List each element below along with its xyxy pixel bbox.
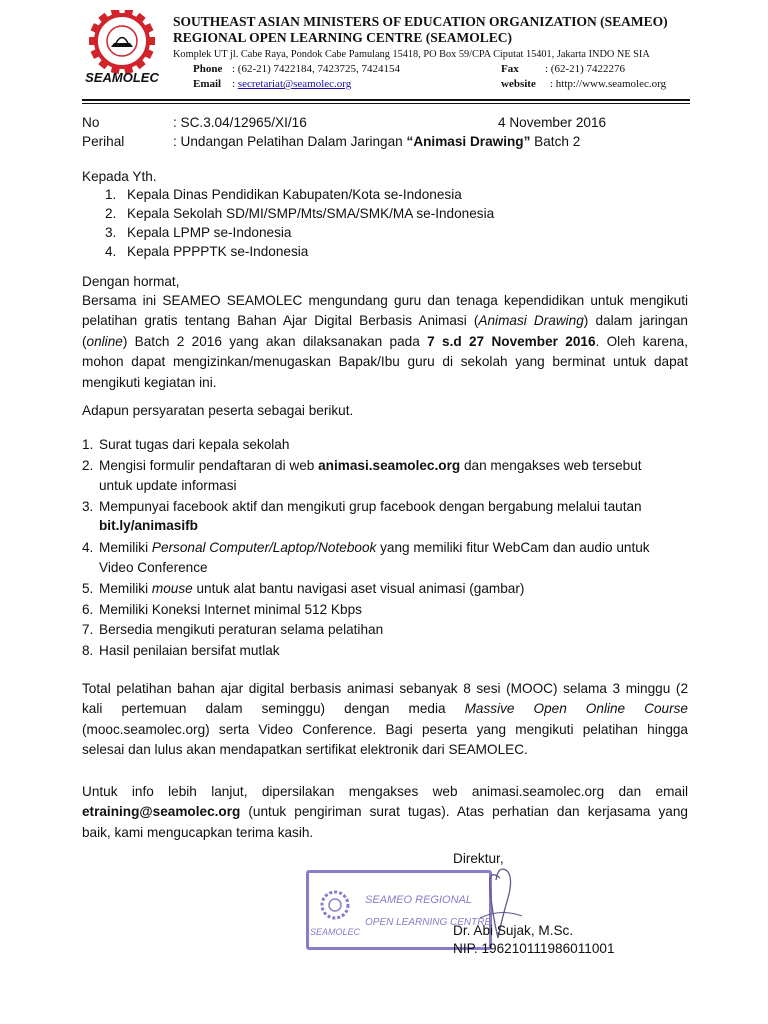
requirement-number: 2.	[82, 458, 94, 473]
logo-gear-tooth	[134, 58, 145, 69]
requirement-number: 3.	[82, 499, 94, 514]
fax-label: Fax	[501, 63, 519, 75]
letterhead-rule-thin	[82, 103, 690, 104]
phone-value: : (62-21) 7422184, 7423725, 7424154	[232, 63, 401, 75]
info-paragraph	[82, 782, 688, 843]
requirement-item: Mengisi formulir pendaftaran di web animasi.seamolec.org dan mengakses web tersebut	[99, 458, 642, 473]
logo-gear-tooth	[134, 13, 145, 24]
recipient-item: Kepala LPMP se-Indonesia	[127, 225, 292, 240]
logo-gear-tooth	[98, 13, 109, 24]
org-name-line1: SOUTHEAST ASIAN MINISTERS OF EDUCATION ORGANIZATION (SEAMEO)	[173, 14, 668, 29]
total-paragraph	[82, 679, 688, 761]
recipient-item: Kepala PPPPTK se-Indonesia	[127, 244, 309, 259]
letterhead-rule-thick	[82, 99, 690, 101]
requirement-number: 4.	[82, 540, 94, 555]
total-line: (mooc.seamolec.org) serta Video Conference. Bagi peserta yang mengikuti pelatihan hingga	[82, 721, 688, 737]
intro-line: mengikuti kegiatan ini.	[82, 374, 217, 390]
email-colon: :	[232, 78, 238, 90]
greeting: Dengan hormat,	[82, 274, 180, 289]
recipient-number: 1.	[105, 187, 117, 202]
intro-line: mohon dapat mengizinkan/menugaskan Bapak/Ibu guru di sekolah yang berminat untuk dapat	[82, 354, 688, 370]
recipient-item: Kepala Dinas Pendidikan Kabupaten/Kota se-Indonesia	[127, 187, 462, 202]
stamp-line1: SEAMEO REGIONAL	[365, 894, 472, 906]
stamp-line2: OPEN LEARNING CENTRE	[365, 917, 489, 928]
no-label: No	[82, 115, 100, 130]
requirement-number: 7.	[82, 622, 94, 637]
org-name-line2: REGIONAL OPEN LEARNING CENTRE (SEAMOLEC)	[173, 30, 513, 45]
requirement-link: bit.ly/animasifb	[99, 518, 198, 533]
recipient-number: 2.	[105, 206, 117, 221]
signer-name: Dr. Abi Sujak, M.Sc.	[453, 923, 574, 938]
requirement-number: 5.	[82, 581, 94, 596]
total-line: kali pertemuan dalam seminggu) dengan media Massive Open Online Course	[82, 701, 688, 717]
total-line: Total pelatihan bahan ajar digital berbasis animasi sebanyak 8 sesi (MOOC) selama 3 minggu (2	[82, 681, 688, 696]
total-line: selesai dan lulus akan mendapatkan sertifikat elektronik dari SEAMOLEC.	[82, 742, 528, 758]
requirement-item-cont: untuk update informasi	[99, 478, 237, 493]
requirement-number: 1.	[82, 437, 94, 452]
no-value: : SC.3.04/12965/XI/16	[173, 115, 307, 130]
email-link[interactable]: secretariat@seamolec.org	[237, 78, 352, 90]
info-line: etraining@seamolec.org (untuk pengiriman surat tugas). Atas perhatian dan kerjasama yang	[82, 804, 688, 820]
requirement-number: 8.	[82, 643, 94, 658]
logo-gear-tooth	[147, 37, 155, 45]
requirement-item: Hasil penilaian bersifat mutlak	[99, 643, 280, 658]
perihal-prefix: : Undangan Pelatihan Dalam Jaringan	[173, 134, 407, 149]
stamp-logo-text: SEAMOLEC	[309, 927, 361, 937]
info-line: Untuk info lebih lanjut, dipersilakan mengakses web animasi.seamolec.org dan email	[82, 784, 688, 799]
requirement-item: Memiliki Personal Computer/Laptop/Notebook yang memiliki fitur WebCam dan audio untuk	[99, 540, 650, 555]
email-row	[232, 78, 351, 90]
seamolec-logo	[82, 10, 162, 88]
recipient-item: Kepala Sekolah SD/MI/SMP/Mts/SMA/SMK/MA se-Indonesia	[127, 206, 495, 221]
requirement-item: Mempunyai facebook aktif dan mengikuti grup facebook dengan bergabung melalui tautan	[99, 499, 642, 514]
perihal-label: Perihal	[82, 134, 125, 149]
phone-label: Phone	[193, 63, 223, 75]
requirements-heading: Adapun persyaratan peserta sebagai berikut.	[82, 403, 354, 418]
intro-line: Bersama ini SEAMEO SEAMOLEC mengundang guru dan tenaga kependidikan untuk mengikuti	[82, 293, 688, 308]
org-address: Komplek UT jl. Cabe Raya, Pondok Cabe Pamulang 15418, PO Box 59/CPA Ciputat 15401, Jakarta INDO NE SIA	[173, 49, 650, 60]
requirement-item: Bersedia mengikuti peraturan selama pelatihan	[99, 622, 384, 637]
recipients-heading: Kepada Yth.	[82, 169, 157, 184]
perihal-bold: “Animasi Drawing”	[406, 134, 531, 149]
requirement-item-cont: Video Conference	[99, 560, 208, 575]
intro-line: pelatihan gratis tentang Bahan Ajar Digital Berbasis Animasi (Animasi Drawing) dalam jaringan	[82, 313, 688, 329]
fax-value: : (62-21) 7422276	[545, 63, 626, 75]
email-label: Email	[193, 78, 222, 90]
requirement-item: Memiliki Koneksi Internet minimal 512 Kbps	[99, 602, 362, 617]
requirement-number: 6.	[82, 602, 94, 617]
perihal-value	[173, 132, 580, 152]
logo-gear-tooth	[89, 37, 97, 45]
signer-title: Direktur,	[453, 851, 504, 866]
info-line: baik, kami mengucapkan terima kasih.	[82, 824, 314, 840]
intro-paragraph	[82, 291, 688, 393]
intro-line: (online) Batch 2 2016 yang akan dilaksanakan pada 7 s.d 27 November 2016. Oleh karena,	[82, 333, 688, 349]
requirement-item: Surat tugas dari kepala sekolah	[99, 437, 290, 452]
letter-date: 4 November 2016	[498, 115, 607, 130]
recipient-number: 3.	[105, 225, 117, 240]
logo-wordmark: SEAMOLEC	[85, 70, 159, 85]
signer-nip: NIP. 196210111986011001	[453, 941, 615, 956]
logo-gear-tooth	[98, 58, 109, 69]
website-label: website	[501, 78, 536, 90]
requirement-item: Memiliki mouse untuk alat bantu navigasi aset visual animasi (gambar)	[99, 581, 525, 596]
perihal-suffix: Batch 2	[530, 134, 581, 149]
recipient-number: 4.	[105, 244, 117, 259]
website-value: : http://www.seamolec.org	[550, 78, 667, 90]
